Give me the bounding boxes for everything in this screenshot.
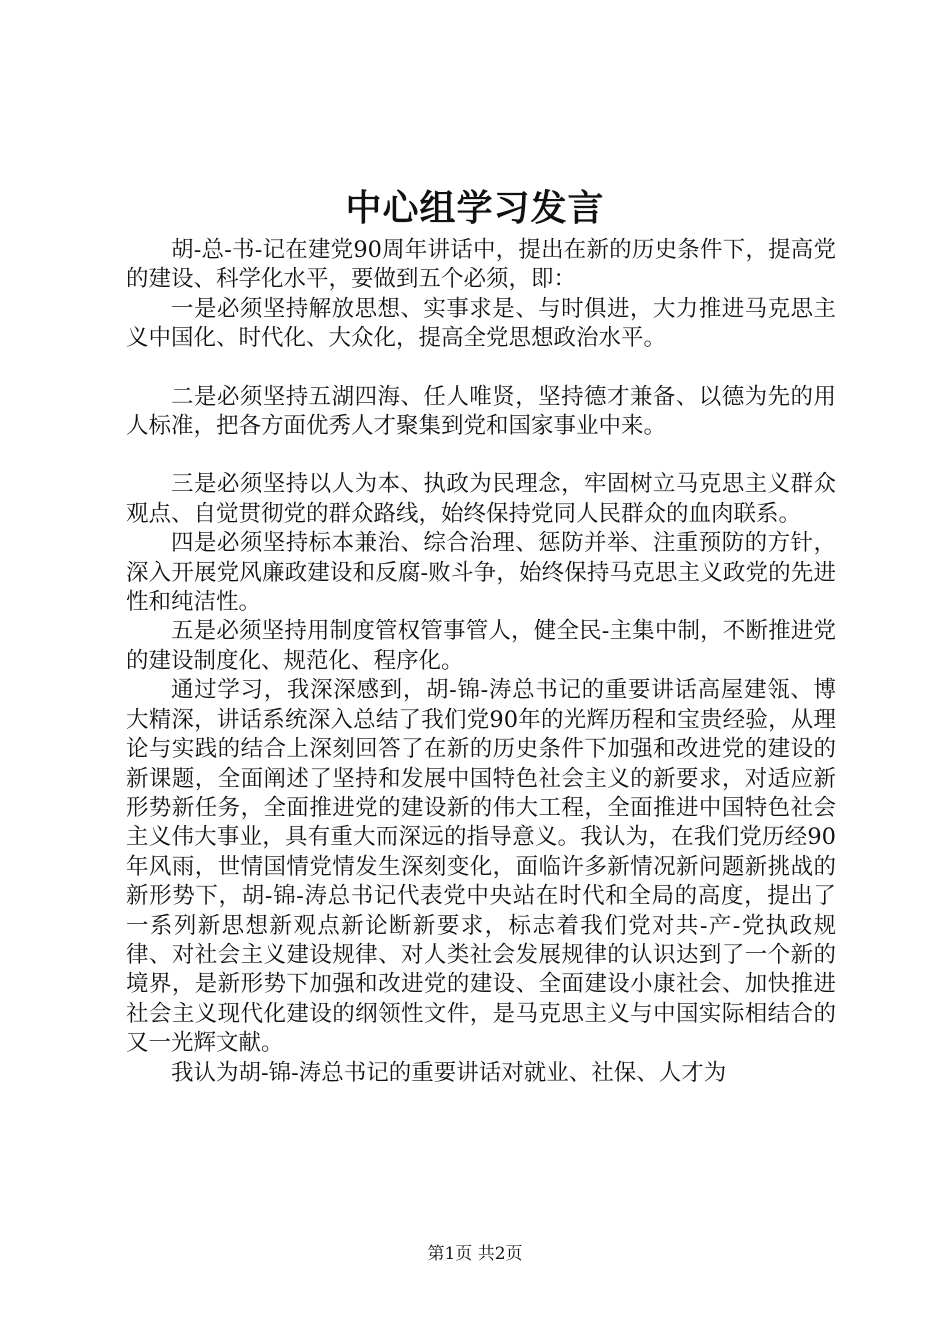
- page-footer: 第1页 共2页: [427, 1244, 523, 1264]
- paragraph-continued: 我认为胡-锦-涛总书记的重要讲话对就业、社保、人才为: [171, 1059, 727, 1086]
- paragraph-reflection: 通过学习，我深深感到，胡-锦-涛总书记的重要讲话高屋建瓴、博大精深，讲话系统深入总结了我们党90年的光辉历程和宝贵经验，从理论与实践的结合上深刻回答了在新的历史条件下加强和改进党的建设的新课题，全面阐述了坚持和发展中国特色社会主义的新要求，对适应新形势新任务，全面推进党的建设新的伟大工程，全面推进中国特色社会主义伟大事业，具有重大而深远的指导意义。我认为，在我们党历经90年风雨，世情国情党情发生深刻变化，面临许多新情况新问题新挑战的新形势下，胡-锦-涛总书记代表党中央站在时代和全局的高度，提出了一系列新思想新观点新论断新要求，标志着我们党对共-产-党执政规律、对社会主义建设规律、对人类社会发展规律的认识达到了一个新的境界，是新形势下加强和改进党的建设、全面建设小康社会、加快推进社会主义现代化建设的纲领性文件，是马克思主义与中国实际相结合的又一光辉文献。: [126, 677, 836, 1057]
- paragraph-point-5: 五是必须坚持用制度管权管事管人，健全民-主集中制，不断推进党的建设制度化、规范化、程序化。: [126, 618, 836, 674]
- document-title: 中心组学习发言: [345, 187, 605, 229]
- paragraph-point-3: 三是必须坚持以人为本、执政为民理念，牢固树立马克思主义群众观点、自觉贯彻党的群众路线，始终保持党同人民群众的血肉联系。: [126, 471, 836, 527]
- paragraph-intro: 胡-总-书-记在建党90周年讲话中，提出在新的历史条件下，提高党的建设、科学化水平，要做到五个必须，即：: [126, 237, 836, 293]
- paragraph-point-1: 一是必须坚持解放思想、实事求是、与时俱进，大力推进马克思主义中国化、时代化、大众化，提高全党思想政治水平。: [126, 295, 836, 352]
- paragraph-point-2: 二是必须坚持五湖四海、任人唯贤，坚持德才兼备、以德为先的用人标准，把各方面优秀人才聚集到党和国家事业中来。: [126, 383, 836, 440]
- paragraph-point-4: 四是必须坚持标本兼治、综合治理、惩防并举、注重预防的方针，深入开展党风廉政建设和反腐-败斗争，始终保持马克思主义政党的先进性和纯洁性。: [126, 530, 836, 616]
- document-body: [126, 236, 836, 1088]
